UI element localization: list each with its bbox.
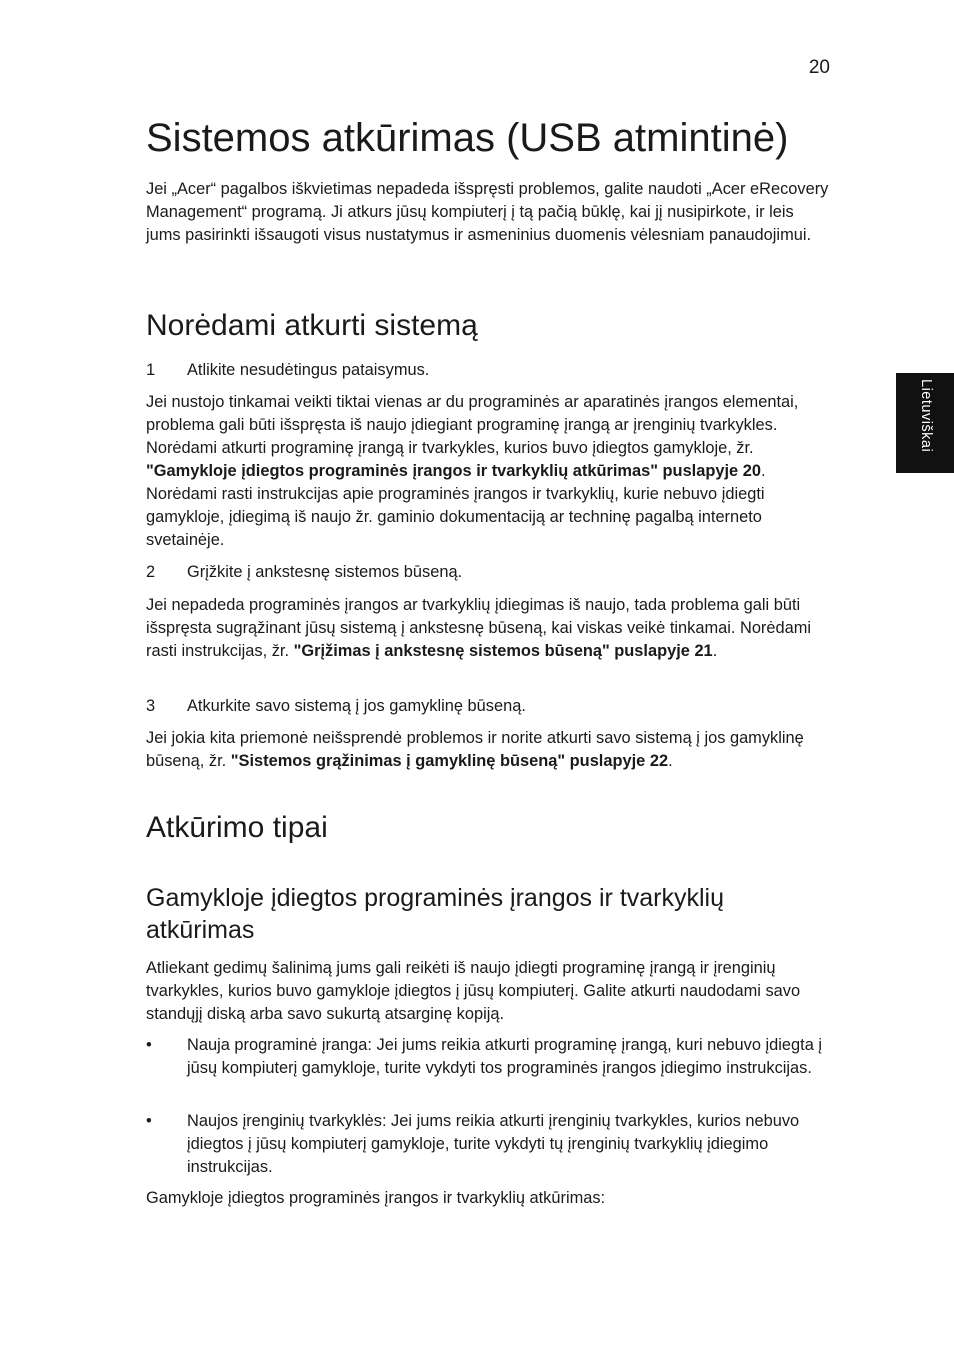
closing-paragraph: Gamykloje įdiegtos programinės įrangos ir tvarkyklių atkūrimas: xyxy=(146,1189,606,1207)
section-heading-restore-system: Norėdami atkurti sistemą xyxy=(146,309,478,342)
page-title: Sistemos atkūrimas (USB atmintinė) xyxy=(146,116,789,160)
cross-reference-link[interactable]: "Grįžimas į ankstesnę sistemos būseną" puslapyje 21 xyxy=(293,642,713,660)
bullet-mark: • xyxy=(146,1112,152,1130)
subsection-heading-factory-recovery: Gamykloje įdiegtos programinės įrangos ir tvarkyklių atkūrimas xyxy=(146,884,725,944)
step-1-text: Jei nustojo tinkamai veikti tiktai vienas ar du programinės ar aparatinės įrangos elementai, problema gali būti išspręsta iš naujo įdiegiant programinę įrangą ar įrenginių tvarkykles. Norėdami atkurti programinę įrangą ir tvarkykles, kurios buvo įdiegtos gamykloje, žr. xyxy=(146,393,799,457)
bullet-mark: • xyxy=(146,1036,152,1054)
list-item-text: Naujos įrenginių tvarkyklės: Jei jums reikia atkurti įrenginių tvarkykles, kurios nebuvo įdiegtos į jūsų kompiuterį gamykloje, turite vykdyti tų įrenginių tvarkyklių įdiegimo instrukcijas. xyxy=(187,1112,800,1176)
step-label: Atlikite nesudėtingus pataisymus. xyxy=(187,361,430,379)
language-side-tab xyxy=(896,373,954,473)
step-1-text-after: . Norėdami rasti instrukcijas apie programinės įrangos ir tvarkyklių, kurie nebuvo įdiegti gamykloje, įdiegimą iš naujo žr. gaminio dokumentaciją ar techninę pagalbą interneto svetainėje. xyxy=(146,462,766,549)
cross-reference-link[interactable]: "Sistemos grąžinimas į gamyklinę būseną" puslapyje 22 xyxy=(230,752,669,770)
step-label: Atkurkite savo sistemą į jos gamyklinę būseną. xyxy=(187,697,526,715)
step-number: 1 xyxy=(146,361,156,379)
step-2-description xyxy=(146,594,830,663)
section-heading-recovery-types: Atkūrimo tipai xyxy=(146,811,328,844)
step-number: 3 xyxy=(146,697,156,715)
language-side-tab-label: Lietuviškai xyxy=(918,379,934,453)
step-label: Grįžkite į ankstesnę sistemos būseną. xyxy=(187,563,463,581)
step-2-text: Jei nepadeda programinės įrangos ar tvarkyklių įdiegimas iš naujo, tada problema gali būti išspręsta sugrąžinant jūsų sistemą į ankstesnę būseną, kai viskas veikė tinkamai. Norėdami rasti instrukcijas, žr. xyxy=(146,596,812,660)
cross-reference-link[interactable]: "Gamykloje įdiegtos programinės įrangos ir tvarkyklių atkūrimas" puslapyje 20 xyxy=(146,462,761,480)
step-3-text-after: . xyxy=(668,752,673,770)
intro-paragraph: Jei „Acer“ pagalbos iškvietimas nepadeda išspręsti problemos, galite naudoti „Acer eRecovery Management“ programą. Ji atkurs jūsų kompiuterį į tą pačią būklę, kai jį nusipirkote, ir leis jums pasirinkti išsaugoti visus nustatymus ir asmeninius duomenis vėlesniam panaudojimui. xyxy=(146,180,829,244)
step-2-text-after: . xyxy=(712,642,718,660)
recovery-intro-paragraph: Atliekant gedimų šalinimą jums gali reikėti iš naujo įdiegti programinę įrangą ir įrenginių tvarkykles, kurios buvo gamykloje įdiegtos į jūsų kompiuterį. Galite atkurti naudodami savo standųjį diską arba savo sukurtą atsarginę kopiją. xyxy=(146,959,801,1023)
step-1-description xyxy=(146,391,830,552)
step-3-text: Jei jokia kita priemonė neišsprendė problemos ir norite atkurti savo sistemą į jos gamyklinę būseną, žr. xyxy=(146,729,804,770)
page-number: 20 xyxy=(808,57,830,78)
list-item-text: Nauja programinė įranga: Jei jums reikia atkurti programinę įrangą, kuri nebuvo įdiegta į jūsų kompiuterį gamykloje, turite vykdyti tos programinės įrangos įdiegimo instrukcijas. xyxy=(187,1036,823,1077)
step-number: 2 xyxy=(146,563,156,581)
step-3-description xyxy=(146,727,830,773)
